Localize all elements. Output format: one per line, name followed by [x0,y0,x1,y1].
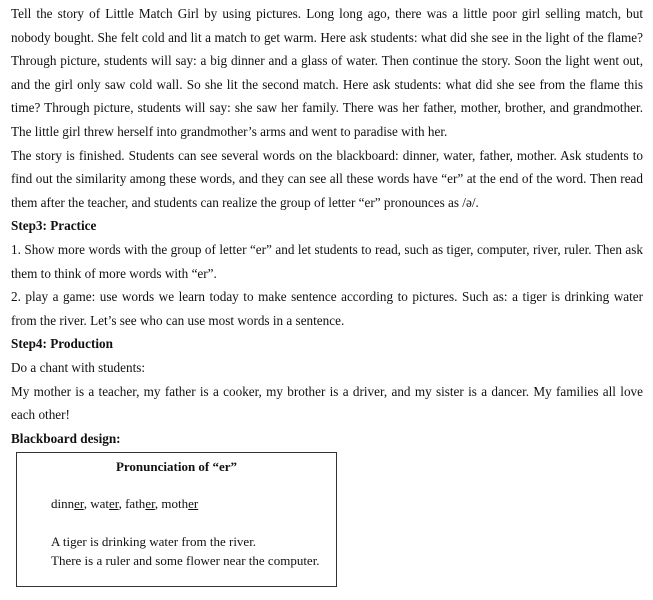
example-sentence-1: A tiger is drinking water from the river. [51,534,257,549]
word-mother: mother [161,496,199,511]
step3-heading: Step3: Practice [11,218,97,234]
example-sentence-2: There is a ruler and some flower near the computer. [51,553,320,568]
story-paragraph: Tell the story of Little Match Girl by using pictures. Long long ago, there was a little poor girl selling match, but nobody bought. She felt cold and lit a match to get warm. Here ask students: what did she see in the light of the flame? Through picture, students will say: a big dinner and a glass of water. Then continue the story. Soon the light went out, and the girl only saw cold wall. So she lit the second match. Here ask students: what did she see from the flame this time? Through picture, students will say: she saw her family. There was her father, mother, brother, and grandmother. The little girl threw herself into grandmother’s arms and went to paradise with her. [11,6,643,139]
practice-item-2: 2. play a game: use words we learn today to make sentence according to pictures. Such as: a tiger is drinking water from the river. Let’s see who can use most words in a sentence. [11,289,643,328]
blackboard-word-list [51,496,198,512]
finished-paragraph: The story is finished. Students can see several words on the blackboard: dinner, water, father, mother. Ask students to find out the similarity among these words, and they can see all these words have “er” at the end of the word. Then read them after the teacher, and students can realize the group of letter “er” pronounces as /ə/. [11,147,643,210]
blackboard-design-box [16,452,337,587]
word-dinner: dinner, [51,496,91,511]
word-water: water, [90,496,126,511]
blackboard-heading: Blackboard design: [11,430,121,446]
blackboard-title: Pronunciation of “er” [115,459,238,474]
chant-text: My mother is a teacher, my father is a cooker, my brother is a driver, and my sister is a dancer. My families all love each other! [11,383,643,423]
word-father: father, [125,496,162,511]
chant-intro: Do a chant with students: [11,359,146,375]
step4-heading: Step4: Production [11,336,113,352]
lesson-text [11,2,643,450]
practice-item-1: 1. Show more words with the group of letter “er” and let students to read, such as tiger, computer, river, ruler. Then ask them to think of more words with “er”. [11,241,643,281]
